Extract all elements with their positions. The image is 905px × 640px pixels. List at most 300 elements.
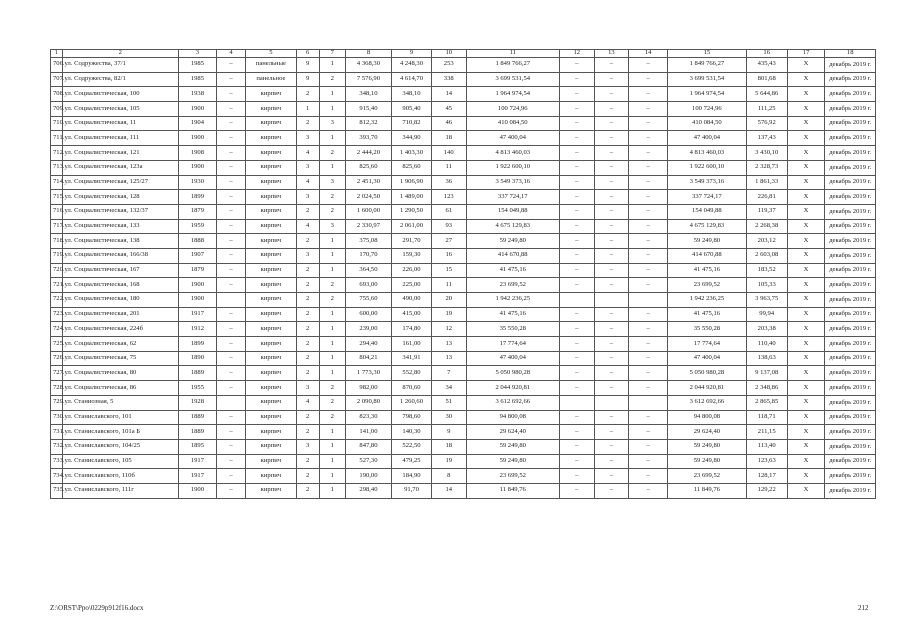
table-row bbox=[51, 116, 876, 131]
year-built-cell: 1879 bbox=[179, 204, 217, 219]
fund-cell-12: – bbox=[559, 263, 594, 278]
fund-cell-13: – bbox=[594, 410, 629, 425]
fund-cell-13: – bbox=[594, 278, 629, 293]
living-area-cell: 2 061,00 bbox=[392, 219, 432, 234]
unit-cost-cell: 118,71 bbox=[746, 410, 787, 425]
fund-cell-12: – bbox=[559, 234, 594, 249]
total-cost-cell: 1 849 766,27 bbox=[466, 58, 559, 73]
fund-cell-12: – bbox=[559, 483, 594, 498]
fund-cell-12: – bbox=[559, 160, 594, 175]
table-row bbox=[51, 219, 876, 234]
total-cost-cell: 5 050 980,28 bbox=[466, 366, 559, 381]
living-area-cell: 348,10 bbox=[392, 87, 432, 102]
total-cost-cell: 23 699,52 bbox=[466, 469, 559, 484]
living-area-cell: 490,00 bbox=[392, 293, 432, 308]
address-cell: ул. Социалистическая, 133 bbox=[62, 219, 179, 234]
wall-material-cell: кирпич bbox=[246, 425, 296, 440]
total-cost-cell: 47 400,04 bbox=[466, 131, 559, 146]
wall-material-cell: кирпич bbox=[246, 234, 296, 249]
fund-cell-14: – bbox=[629, 278, 668, 293]
method-cell: Х bbox=[787, 425, 825, 440]
unit-cost-cell: 3 430,10 bbox=[746, 146, 787, 161]
fund-cell-12: – bbox=[559, 248, 594, 263]
fund-cell-14: – bbox=[629, 307, 668, 322]
residents-cell: 51 bbox=[431, 395, 466, 410]
owner-funds-cell: 410 084,50 bbox=[668, 116, 747, 131]
residents-cell: 13 bbox=[431, 351, 466, 366]
address-cell: ул. Станиславского, 101а Б bbox=[62, 425, 179, 440]
residents-cell: 12 bbox=[431, 322, 466, 337]
year-rebuilt-cell: – bbox=[216, 58, 245, 73]
owner-funds-cell: 41 475,16 bbox=[668, 307, 747, 322]
row-number-cell: 707. bbox=[51, 72, 63, 87]
residents-cell: 7 bbox=[431, 366, 466, 381]
fund-cell-13 bbox=[594, 395, 629, 410]
fund-cell-14: – bbox=[629, 366, 668, 381]
floors-cell: 3 bbox=[296, 439, 319, 454]
total-area-cell: 600,00 bbox=[345, 307, 391, 322]
row-number-cell: 706. bbox=[51, 58, 63, 73]
floors-cell: 2 bbox=[296, 469, 319, 484]
owner-funds-cell: 2 044 920,81 bbox=[668, 381, 747, 396]
deadline-cell: декабрь 2019 г. bbox=[825, 439, 876, 454]
living-area-cell: 905,40 bbox=[392, 102, 432, 117]
entrances-cell: 1 bbox=[319, 248, 345, 263]
year-rebuilt-cell: – bbox=[216, 410, 245, 425]
owner-funds-cell: 29 624,40 bbox=[668, 425, 747, 440]
year-rebuilt-cell: – bbox=[216, 425, 245, 440]
deadline-cell: декабрь 2019 г. bbox=[825, 366, 876, 381]
entrances-cell: 1 bbox=[319, 469, 345, 484]
deadline-cell: декабрь 2019 г. bbox=[825, 160, 876, 175]
entrances-cell: 1 bbox=[319, 366, 345, 381]
floors-cell: 2 bbox=[296, 116, 319, 131]
total-area-cell: 2 451,30 bbox=[345, 175, 391, 190]
floors-cell: 9 bbox=[296, 72, 319, 87]
address-cell: ул. Социалистическая, 128 bbox=[62, 190, 179, 205]
year-built-cell: 1900 bbox=[179, 131, 217, 146]
year-rebuilt-cell: – bbox=[216, 175, 245, 190]
owner-funds-cell: 4 813 460,03 bbox=[668, 146, 747, 161]
fund-cell-12: – bbox=[559, 410, 594, 425]
column-number-header: 5 bbox=[246, 50, 296, 58]
method-cell: Х bbox=[787, 160, 825, 175]
living-area-cell: 225,00 bbox=[392, 278, 432, 293]
year-built-cell: 1900 bbox=[179, 483, 217, 498]
unit-cost-cell: 2 268,38 bbox=[746, 219, 787, 234]
living-area-cell: 552,80 bbox=[392, 366, 432, 381]
row-number-cell: 716. bbox=[51, 204, 63, 219]
year-rebuilt-cell: – bbox=[216, 263, 245, 278]
row-number-cell: 728. bbox=[51, 381, 63, 396]
column-number-header: 9 bbox=[392, 50, 432, 58]
wall-material-cell: кирпич bbox=[246, 337, 296, 352]
fund-cell-13: – bbox=[594, 219, 629, 234]
year-rebuilt-cell: – bbox=[216, 160, 245, 175]
floors-cell: 2 bbox=[296, 366, 319, 381]
year-rebuilt-cell: – bbox=[216, 322, 245, 337]
entrances-cell: 2 bbox=[319, 146, 345, 161]
residents-cell: 27 bbox=[431, 234, 466, 249]
total-area-cell: 1 773,30 bbox=[345, 366, 391, 381]
table-row bbox=[51, 425, 876, 440]
total-area-cell: 2 444,20 bbox=[345, 146, 391, 161]
entrances-cell: 2 bbox=[319, 381, 345, 396]
total-area-cell: 1 600,00 bbox=[345, 204, 391, 219]
address-cell: ул. Социалистическая, 80 bbox=[62, 366, 179, 381]
year-built-cell: 1900 bbox=[179, 160, 217, 175]
method-cell: Х bbox=[787, 175, 825, 190]
unit-cost-cell: 99,94 bbox=[746, 307, 787, 322]
floors-cell: 3 bbox=[296, 131, 319, 146]
residents-cell: 14 bbox=[431, 87, 466, 102]
table-row bbox=[51, 190, 876, 205]
wall-material-cell: кирпич bbox=[246, 204, 296, 219]
living-area-cell: 1 906,90 bbox=[392, 175, 432, 190]
year-rebuilt-cell: – bbox=[216, 337, 245, 352]
unit-cost-cell: 2 348,86 bbox=[746, 381, 787, 396]
year-built-cell: 1908 bbox=[179, 146, 217, 161]
deadline-cell: декабрь 2019 г. bbox=[825, 307, 876, 322]
residents-cell: 34 bbox=[431, 381, 466, 396]
living-area-cell: 140,30 bbox=[392, 425, 432, 440]
total-area-cell: 7 576,90 bbox=[345, 72, 391, 87]
total-cost-cell: 414 670,88 bbox=[466, 248, 559, 263]
wall-material-cell: кирпич bbox=[246, 175, 296, 190]
table-row bbox=[51, 483, 876, 498]
living-area-cell: 1 260,60 bbox=[392, 395, 432, 410]
unit-cost-cell: 138,63 bbox=[746, 351, 787, 366]
column-number-header: 2 bbox=[62, 50, 179, 58]
address-cell: ул. Социалистическая, 75 bbox=[62, 351, 179, 366]
total-cost-cell: 59 249,80 bbox=[466, 234, 559, 249]
owner-funds-cell: 3 612 692,66 bbox=[668, 395, 747, 410]
column-number-header: 17 bbox=[787, 50, 825, 58]
year-rebuilt-cell: – bbox=[216, 248, 245, 263]
total-cost-cell: 47 400,04 bbox=[466, 351, 559, 366]
total-cost-cell: 154 049,88 bbox=[466, 204, 559, 219]
fund-cell-13: – bbox=[594, 425, 629, 440]
unit-cost-cell: 129,22 bbox=[746, 483, 787, 498]
entrances-cell: 1 bbox=[319, 87, 345, 102]
year-built-cell: 1900 bbox=[179, 102, 217, 117]
wall-material-cell: кирпич bbox=[246, 131, 296, 146]
floors-cell: 3 bbox=[296, 190, 319, 205]
address-cell: ул. Социалистическая, 105 bbox=[62, 102, 179, 117]
living-area-cell: 479,25 bbox=[392, 454, 432, 469]
fund-cell-14: – bbox=[629, 322, 668, 337]
table-row bbox=[51, 263, 876, 278]
column-number-header: 3 bbox=[179, 50, 217, 58]
row-number-cell: 729. bbox=[51, 395, 63, 410]
fund-cell-13: – bbox=[594, 190, 629, 205]
fund-cell-12 bbox=[559, 293, 594, 308]
total-cost-cell: 29 624,40 bbox=[466, 425, 559, 440]
floors-cell: 2 bbox=[296, 204, 319, 219]
year-rebuilt-cell: – bbox=[216, 469, 245, 484]
living-area-cell: 4 614,70 bbox=[392, 72, 432, 87]
page-number: 212 bbox=[858, 604, 869, 612]
total-cost-cell: 1 942 236,25 bbox=[466, 293, 559, 308]
table-header-row bbox=[51, 50, 876, 58]
living-area-cell: 344,90 bbox=[392, 131, 432, 146]
year-rebuilt-cell: – bbox=[216, 278, 245, 293]
fund-cell-14: – bbox=[629, 190, 668, 205]
total-area-cell: 527,30 bbox=[345, 454, 391, 469]
method-cell: Х bbox=[787, 248, 825, 263]
method-cell: Х bbox=[787, 278, 825, 293]
owner-funds-cell: 1 964 974,54 bbox=[668, 87, 747, 102]
unit-cost-cell: 2 328,73 bbox=[746, 160, 787, 175]
floors-cell: 3 bbox=[296, 160, 319, 175]
deadline-cell: декабрь 2019 г. bbox=[825, 87, 876, 102]
address-cell: ул. Станиозная, 5 bbox=[62, 395, 179, 410]
year-built-cell: 1900 bbox=[179, 278, 217, 293]
fund-cell-14: – bbox=[629, 425, 668, 440]
total-cost-cell: 59 249,80 bbox=[466, 439, 559, 454]
fund-cell-13: – bbox=[594, 116, 629, 131]
fund-cell-13: – bbox=[594, 72, 629, 87]
residents-cell: 30 bbox=[431, 410, 466, 425]
unit-cost-cell: 119,37 bbox=[746, 204, 787, 219]
wall-material-cell: кирпич bbox=[246, 483, 296, 498]
living-area-cell: 159,30 bbox=[392, 248, 432, 263]
fund-cell-12: – bbox=[559, 381, 594, 396]
floors-cell: 2 bbox=[296, 234, 319, 249]
address-cell: ул. Социалистическая, 180 bbox=[62, 293, 179, 308]
row-number-cell: 708. bbox=[51, 87, 63, 102]
method-cell: Х bbox=[787, 190, 825, 205]
table-row bbox=[51, 234, 876, 249]
fund-cell-14: – bbox=[629, 116, 668, 131]
residents-cell: 11 bbox=[431, 160, 466, 175]
fund-cell-12: – bbox=[559, 337, 594, 352]
owner-funds-cell: 154 049,88 bbox=[668, 204, 747, 219]
living-area-cell: 522,50 bbox=[392, 439, 432, 454]
residents-cell: 15 bbox=[431, 263, 466, 278]
address-cell: ул. Станиславского, 104/25 bbox=[62, 439, 179, 454]
total-cost-cell: 1 922 600,10 bbox=[466, 160, 559, 175]
column-number-header: 8 bbox=[345, 50, 391, 58]
fund-cell-13: – bbox=[594, 58, 629, 73]
fund-cell-13: – bbox=[594, 204, 629, 219]
fund-cell-14: – bbox=[629, 337, 668, 352]
total-area-cell: 693,00 bbox=[345, 278, 391, 293]
fund-cell-12: – bbox=[559, 219, 594, 234]
total-cost-cell: 4 813 460,03 bbox=[466, 146, 559, 161]
year-rebuilt-cell: – bbox=[216, 454, 245, 469]
year-built-cell: 1888 bbox=[179, 234, 217, 249]
row-number-cell: 717. bbox=[51, 219, 63, 234]
owner-funds-cell: 3 549 373,16 bbox=[668, 175, 747, 190]
residents-cell: 18 bbox=[431, 131, 466, 146]
row-number-cell: 732. bbox=[51, 439, 63, 454]
fund-cell-13: – bbox=[594, 307, 629, 322]
entrances-cell: 1 bbox=[319, 58, 345, 73]
year-built-cell: 1959 bbox=[179, 219, 217, 234]
floors-cell: 9 bbox=[296, 58, 319, 73]
fund-cell-13: – bbox=[594, 263, 629, 278]
row-number-cell: 714. bbox=[51, 175, 63, 190]
residents-cell: 93 bbox=[431, 219, 466, 234]
owner-funds-cell: 59 249,80 bbox=[668, 439, 747, 454]
year-rebuilt-cell: – bbox=[216, 307, 245, 322]
fund-cell-13: – bbox=[594, 248, 629, 263]
unit-cost-cell: 801,68 bbox=[746, 72, 787, 87]
floors-cell: 2 bbox=[296, 307, 319, 322]
fund-cell-12: – bbox=[559, 322, 594, 337]
total-cost-cell: 337 724,17 bbox=[466, 190, 559, 205]
unit-cost-cell: 2 865,85 bbox=[746, 395, 787, 410]
entrances-cell: 1 bbox=[319, 234, 345, 249]
fund-cell-14: – bbox=[629, 72, 668, 87]
entrances-cell: 1 bbox=[319, 454, 345, 469]
address-cell: ул. Станиславского, 110б bbox=[62, 469, 179, 484]
entrances-cell: 1 bbox=[319, 131, 345, 146]
year-built-cell: 1904 bbox=[179, 116, 217, 131]
fund-cell-14: – bbox=[629, 381, 668, 396]
deadline-cell: декабрь 2019 г. bbox=[825, 248, 876, 263]
fund-cell-12: – bbox=[559, 116, 594, 131]
column-number-header: 1 bbox=[51, 50, 63, 58]
method-cell: Х bbox=[787, 146, 825, 161]
floors-cell: 4 bbox=[296, 175, 319, 190]
fund-cell-12: – bbox=[559, 204, 594, 219]
residents-cell: 253 bbox=[431, 58, 466, 73]
total-area-cell: 294,40 bbox=[345, 337, 391, 352]
owner-funds-cell: 47 400,04 bbox=[668, 131, 747, 146]
method-cell: Х bbox=[787, 351, 825, 366]
deadline-cell: декабрь 2019 г. bbox=[825, 425, 876, 440]
column-number-header: 7 bbox=[319, 50, 345, 58]
method-cell: Х bbox=[787, 72, 825, 87]
fund-cell-12: – bbox=[559, 131, 594, 146]
fund-cell-14: – bbox=[629, 219, 668, 234]
year-built-cell: 1879 bbox=[179, 263, 217, 278]
fund-cell-13: – bbox=[594, 175, 629, 190]
residents-cell: 45 bbox=[431, 102, 466, 117]
living-area-cell: 1 403,30 bbox=[392, 146, 432, 161]
residents-cell: 36 bbox=[431, 175, 466, 190]
fund-cell-12: – bbox=[559, 366, 594, 381]
year-built-cell: 1890 bbox=[179, 351, 217, 366]
owner-funds-cell: 23 699,52 bbox=[668, 469, 747, 484]
year-built-cell: 1889 bbox=[179, 410, 217, 425]
fund-cell-14: – bbox=[629, 87, 668, 102]
total-cost-cell: 3 699 531,54 bbox=[466, 72, 559, 87]
table-row bbox=[51, 204, 876, 219]
row-number-cell: 719. bbox=[51, 248, 63, 263]
address-cell: ул. Социалистическая, 132/37 bbox=[62, 204, 179, 219]
total-area-cell: 2 024,50 bbox=[345, 190, 391, 205]
owner-funds-cell: 100 724,96 bbox=[668, 102, 747, 117]
residents-cell: 13 bbox=[431, 337, 466, 352]
residents-cell: 19 bbox=[431, 307, 466, 322]
living-area-cell: 161,00 bbox=[392, 337, 432, 352]
deadline-cell: декабрь 2019 г. bbox=[825, 351, 876, 366]
total-cost-cell: 4 675 129,83 bbox=[466, 219, 559, 234]
fund-cell-12: – bbox=[559, 72, 594, 87]
unit-cost-cell: 137,43 bbox=[746, 131, 787, 146]
column-number-header: 11 bbox=[466, 50, 559, 58]
year-rebuilt-cell bbox=[216, 293, 245, 308]
method-cell: Х bbox=[787, 439, 825, 454]
year-built-cell: 1889 bbox=[179, 366, 217, 381]
address-cell: ул. Станиславского, 101 bbox=[62, 410, 179, 425]
row-number-cell: 720. bbox=[51, 263, 63, 278]
deadline-cell: декабрь 2019 г. bbox=[825, 322, 876, 337]
wall-material-cell: кирпич bbox=[246, 469, 296, 484]
year-rebuilt-cell: – bbox=[216, 131, 245, 146]
unit-cost-cell: 123,63 bbox=[746, 454, 787, 469]
floors-cell: 2 bbox=[296, 263, 319, 278]
wall-material-cell: кирпич bbox=[246, 410, 296, 425]
year-built-cell: 1938 bbox=[179, 87, 217, 102]
owner-funds-cell: 3 699 531,54 bbox=[668, 72, 747, 87]
year-built-cell: 1917 bbox=[179, 469, 217, 484]
table-row bbox=[51, 131, 876, 146]
total-area-cell: 755,60 bbox=[345, 293, 391, 308]
fund-cell-14: – bbox=[629, 454, 668, 469]
floors-cell: 2 bbox=[296, 278, 319, 293]
total-area-cell: 982,00 bbox=[345, 381, 391, 396]
year-rebuilt-cell: – bbox=[216, 204, 245, 219]
column-number-header: 13 bbox=[594, 50, 629, 58]
address-cell: ул. Социалистическая, 167 bbox=[62, 263, 179, 278]
floors-cell: 2 bbox=[296, 483, 319, 498]
table-row bbox=[51, 175, 876, 190]
fund-cell-12: – bbox=[559, 425, 594, 440]
fund-cell-12: – bbox=[559, 439, 594, 454]
total-area-cell: 190,00 bbox=[345, 469, 391, 484]
table-row bbox=[51, 381, 876, 396]
year-rebuilt-cell: – bbox=[216, 381, 245, 396]
fund-cell-14 bbox=[629, 293, 668, 308]
entrances-cell: 1 bbox=[319, 160, 345, 175]
year-rebuilt-cell: – bbox=[216, 439, 245, 454]
wall-material-cell: кирпич bbox=[246, 307, 296, 322]
residents-cell: 46 bbox=[431, 116, 466, 131]
year-rebuilt-cell bbox=[216, 395, 245, 410]
year-rebuilt-cell: – bbox=[216, 483, 245, 498]
method-cell: Х bbox=[787, 131, 825, 146]
wall-material-cell: кирпич bbox=[246, 454, 296, 469]
table-row bbox=[51, 395, 876, 410]
owner-funds-cell: 1 849 766,27 bbox=[668, 58, 747, 73]
residents-cell: 61 bbox=[431, 204, 466, 219]
table-row bbox=[51, 87, 876, 102]
total-area-cell: 804,21 bbox=[345, 351, 391, 366]
total-cost-cell: 41 475,16 bbox=[466, 307, 559, 322]
column-number-header: 12 bbox=[559, 50, 594, 58]
unit-cost-cell: 111,25 bbox=[746, 102, 787, 117]
wall-material-cell: панельные bbox=[246, 58, 296, 73]
fund-cell-14: – bbox=[629, 146, 668, 161]
deadline-cell: декабрь 2019 г. bbox=[825, 146, 876, 161]
footer-file-path: Z:\ORST\Ppo\0229p912f16.docx bbox=[50, 604, 144, 612]
total-cost-cell: 94 800,08 bbox=[466, 410, 559, 425]
address-cell: ул. Станиславского, 105 bbox=[62, 454, 179, 469]
method-cell: Х bbox=[787, 307, 825, 322]
year-built-cell: 1985 bbox=[179, 72, 217, 87]
owner-funds-cell: 4 675 129,83 bbox=[668, 219, 747, 234]
deadline-cell: декабрь 2019 г. bbox=[825, 410, 876, 425]
fund-cell-12: – bbox=[559, 307, 594, 322]
year-rebuilt-cell: – bbox=[216, 219, 245, 234]
fund-cell-14: – bbox=[629, 469, 668, 484]
row-number-cell: 723. bbox=[51, 307, 63, 322]
living-area-cell: 798,60 bbox=[392, 410, 432, 425]
